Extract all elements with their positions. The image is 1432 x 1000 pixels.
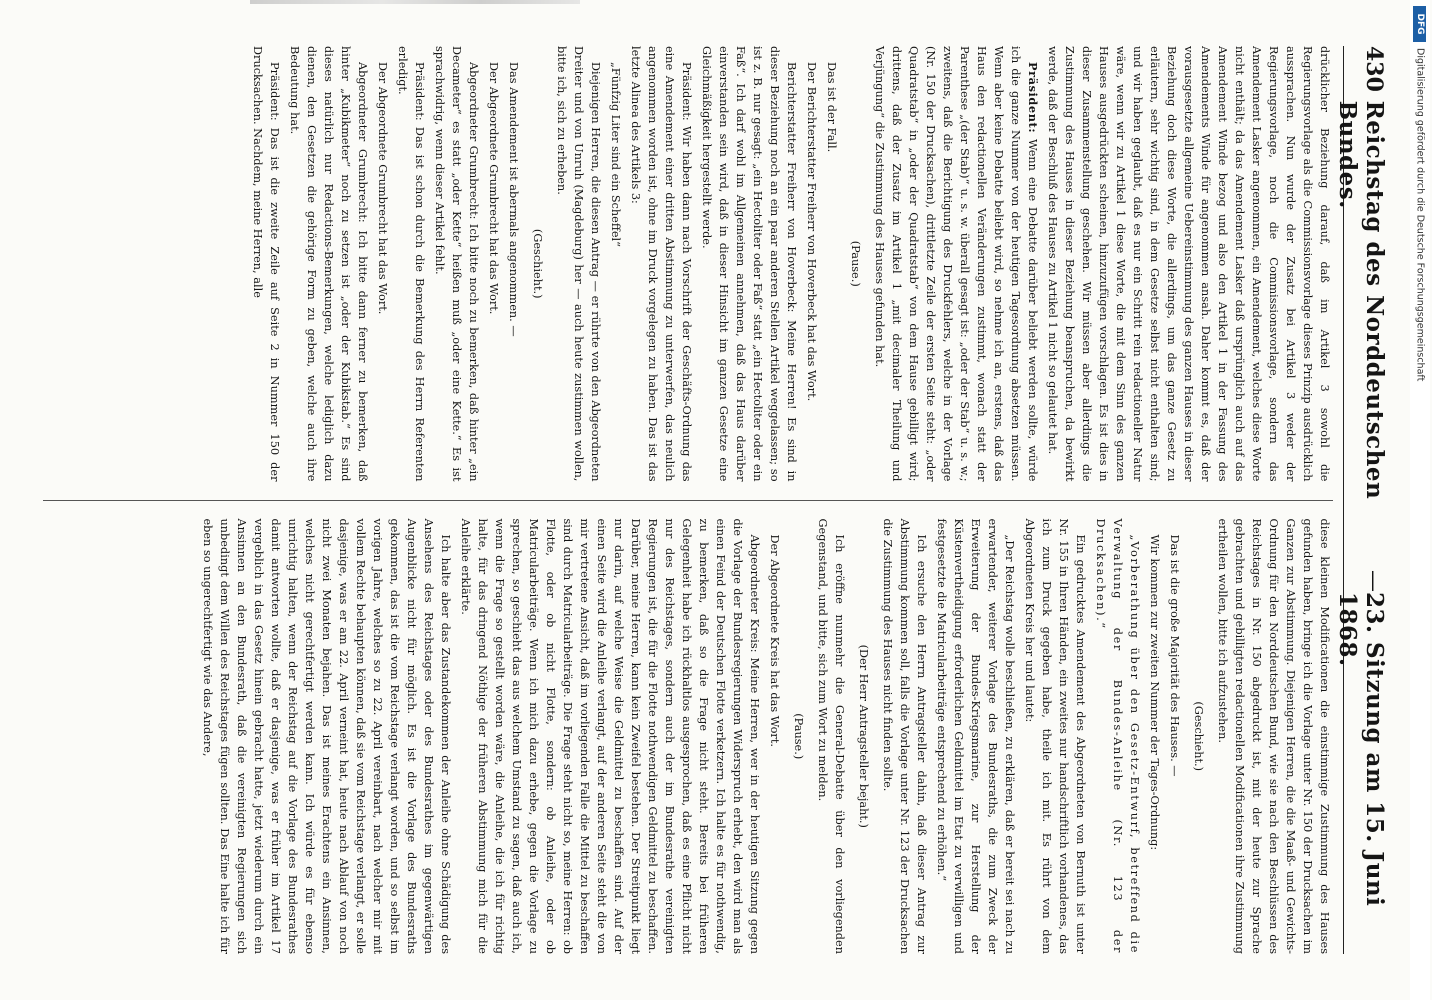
paragraph: Präsident: Das ist schon durch die Bemerkung des Herrn Referenten erledigt. — [396, 46, 426, 482]
stage-direction: (Pause.) — [849, 240, 862, 287]
funding-credit-text: Digitalisierung gefördert durch die Deutsche Forschungsgemeinschaft — [1414, 48, 1425, 382]
speaker-label: Präsident: — [1026, 62, 1040, 134]
rotated-document-page — [30, 26, 1402, 974]
paragraph: Ich eröffne nunmehr die General-Debatte über den vorliegenden Gegenstand, und bitte, sich zum Wort zu melden. — [816, 518, 846, 954]
paragraph: Abgeordneter Grumbrecht: Ich bitte noch zu bemerken, daß hinter „ein Decameter“ es statt „oder Kette“ heißen muß „oder eine Kette.“ Es ist sprachwidrig, wenn dieser Artikel fehlt. — [433, 46, 480, 482]
paragraph — [871, 46, 1041, 482]
stage-direction: (Geschieht.) — [531, 228, 544, 299]
paragraph: Berichterstatter Freiherr von Hoverbeck: Meine Herren! Es sind in dieser Beziehung noch an ein paar anderen Stellen Artikel weggelassen; so ist z. B. nur gesagt: „ein Hectoliter oder Faß“ statt „ein Hectoliter oder ein Faß“. Ich darf wohl im Allgemeinen annehmen, daß das Haus darüber einverstanden sein wird, daß in dieser Hinsicht im ganzen Gesetze eine Gleichmäßigkeit hergestellt werde. — [700, 46, 798, 482]
publication-title: Reichstag des Norddeutschen Bundes. — [1334, 100, 1388, 500]
running-header — [1334, 46, 1388, 954]
stage-direction: (Pause.) — [792, 713, 805, 760]
paragraph: Das ist die große Majorität des Hauses. — — [1168, 534, 1181, 777]
paragraph: Präsident: Das ist die zweite Zeile auf Seite 2 in Nummer 150 der Drucksachen. Nachdem, meine Herren, alle — [251, 46, 281, 482]
paragraph: Der Abgeordnete Kreis hat das Wort. — [768, 534, 781, 747]
dfg-logo — [1413, 6, 1426, 42]
column-rule — [43, 500, 1333, 501]
stage-direction: (Der Herr Antragsteller bejaht.) — [857, 644, 870, 828]
left-column — [43, 46, 1333, 482]
agenda-item: „Vorberathung über den Gesetz-Entwurf, betreffend die Verwaltung der Bundes-Anleihe (Nr. 123 der Drucksachen).“ — [1094, 518, 1141, 954]
stage-direction: (Geschieht.) — [1192, 701, 1205, 772]
paragraph: Das ist der Fall. — [825, 62, 838, 153]
quotation: „Der Reichstag wolle beschließen, zu erklären, daß er bereit sei nach zu erwartender, weiterer Vorlage des Bundesraths, die zum Zweck der Erweiterung der Bundes-Kriegsmarine, zur Herstellung der Küstenvertheidigung erforderlichen Geldmittel im Etat zu verwilligen und festgesetzte die Matricularbeiträge entsprechend zu erhöhen.“ — [935, 518, 1016, 954]
paragraph: Präsident: Wir haben dann nach Vorschrift der Geschäfts-Ordnung das eine Amendement einer dritten Abstimmung zu unterwerfen, das neulich angenommen worden ist, ohne im Druck vorgelegen zu haben. Das ist das letzte Alinea des Artikels 3: — [629, 46, 693, 482]
paragraph: Ich halte aber das Zustandekommen der Anleihe ohne Schädigung des Ansehens des Reichstages oder des Bundesrathes im gegenwärtigen Augenblicke nicht für möglich. Es ist die Vorlage des Bundesraths gekommen, das ist die vom Reichstage verlangt worden, und so selbst im vorigen Jahre, welches so zu 22. April vereinbart, nach welcher mir mit vollem Rechte behaupten können, daß sie vom Reichstage verlangt, er solle dasjenige, was er am 22. April verneint hat, heute nach Ablauf von noch nicht zwei Monaten bejahen. Das ist meines Erachtens ein Ansinnen, welches nicht gerechtfertigt werden kann. Ich würde es für ebenso unrichtig halten, wenn der Reichstag auf die Vorlage des Bundesrathes damit antworten wollte, daß er dasjenige, was er früher im Artikel 17 vergeblich in das Gesetz hinein gebracht hatte, jetzt wiederum durch ein Ansinnen an den Bundesrath, daß die vereinigten Regierungen sich unbedingt dem Willen des Reichstages fügen sollten. Das Eine halte ich für eben so ungerechtfertigt wie das Andere, — [201, 518, 452, 954]
right-column — [43, 519, 1333, 955]
funding-credit — [1413, 48, 1426, 608]
page-number: 430 — [1361, 46, 1387, 92]
digitization-sidebar — [1410, 0, 1430, 1000]
paragraph-text: Wenn eine Debatte darüber beliebt werden sollte, würde ich die ganze Nummer von der heutigen Tagesordnung absetzen müssen. Wenn aber keine Debatte beliebt wird, so nehme ich an, erstens, daß das Haus den redactionellen Veränderungen zustimmt, wonach statt der Parenthese „(der Stab)“ u. s. w. überall gesagt ist: „oder der Stab“ u. s. w.; zweitens, daß die Berichtigung des Druckfehlers, welche in der Vorlage (Nr. 150 der Drucksachen), drittletzte Zeile der ersten Seite steht: „oder Quadratstab“ in „oder der Quadratstab“ von dem Hause gebilligt wird; drittens, daß der Zusatz im Artikel 1 „mit decimaler Theilung und Verjüngung“ die Zustimmung des Hauses gefunden hat. — [873, 46, 1039, 482]
paragraph: Abgeordneter Grumbrecht: Ich bitte dann ferner zu bemerken, daß hinter „Kubikmeter“ noch zu setzen ist „oder der Kubikstab.“ Es sind dieses natürlich nur Redactions-Bemerkungen, welche lediglich dazu dienen, den Gesetzen die gehörige Form zu geben, welche auch ihre Bedeutung hat. — [288, 46, 369, 482]
paragraph: Der Abgeordnete Grumbrecht hat das Wort. — [376, 62, 389, 315]
text-columns — [43, 46, 1333, 954]
scan-edge-artifact — [250, 0, 580, 4]
paragraph: Diejenigen Herren, die diesen Antrag — er rührte von den Abgeordneten Dreiter und von Unruh (Magdeburg) her — auch heute zustimmen wollen, bitte ich, sich zu erheben. — [555, 46, 602, 482]
paragraph: Ich ersuche den Herrn Antragsteller dahin, daß dieser Antrag zur Abstimmung kommen soll, falls die Vorlage unter Nr. 123 der Drucksachen die Zustimmung des Hauses nicht finden sollte. — [881, 518, 928, 954]
paragraph: Der Berichterstatter Freiherr von Hoverbeck hat das Wort. — [805, 62, 818, 402]
quotation: „Fünfzig Liter sind ein Scheffel“ — [609, 62, 622, 247]
paragraph: Das Amendement ist abermals angenommen. — — [507, 62, 520, 337]
paragraph: Abgeordneter Kreis: Meine Herren, wer in der heutigen Sitzung gegen die Vorlage der Bundesregierungen Widerspruch erhebt, den wird man als einen Feind der Deutschen Flotte verketzern. Ich halte es für nothwendig, zu bemerken, daß so die Frage nicht steht. Bereits bei früheren Gelegenheit habe ich rückhaltlos ausgesprochen, daß es eine Pflicht nicht nur des Reichstages, sondern auch der im Bundesrathe vereinigten Regierungen ist, die für die Flotte nothwendigen Geldmittel zu beschaffen. Darüber, meine Herren, kann kein Zweifel bestehen. Der Streitpunkt liegt nur darin, auf welche Weise die Geldmittel zu beschaffen sind. Auf der einen Seite wird die Anleihe verlangt, auf der anderen Seite steht die von mir vertretene Ansicht, daß im vorliegenden Falle die Mittel zu beschaffen sind durch Matricularbeiträge. Die Frage steht nicht so, meine Herren: ob Flotte, oder ob nicht Flotte, sondern: ob Anleihe, oder ob Matricularbeiträge. Wenn ich mich dazu erhebe, gegen die Vorlage zu sprechen, so geschieht das aus welchem Umstand zu sagen, daß auch ich, wenn die Frage so gestellt worden wäre, die Anleihe, die ich für richtig halte, für das dringend Nöthige der früheren Abstimmung mich für die Anleihe erklärte. — [459, 518, 761, 954]
paragraph: Der Abgeordnete Grumbrecht hat das Wort. — [487, 62, 500, 315]
paragraph: diese kleinen Modificationen die einstimmige Zustimmung des Hauses gefunden haben, bringe ich die Vorlage unter Nr. 150 der Drucksachen im Ganzen zur Abstimmung. Diejenigen Herren, die die Maaß- und Gewichts-Ordnung für den Norddeutschen Bund, wie sie nach den Beschlüssen des Reichstages in Nr. 150 abgedruckt ist, mit der heute zur Sprache gebrachten und gebilligten redactionellen Modificationen ihre Zustimmung ertheilen wollen, bitte ich aufzustehen. — [1216, 518, 1331, 954]
session-title: 23. Sitzung am 15. Juni 1868. — [1334, 591, 1388, 907]
paragraph: Wir kommen zur zweiten Nummer der Tages-Ordnung: — [1148, 534, 1161, 851]
paragraph: drücklicher Beziehung darauf, daß im Artikel 3 sowohl die Regierungsvorlage als die Commissionsvorlage dieses Prinzip ausdrücklich aussprachen. Nun wurde der Zusatz bei Artikel 3 weder der Regierungsvorlage, noch die Commissionsvorlage, sondern das Amendement Lasker angenommen, ein Amendement, welches diese Worte nicht enthält; da das Amendement Lasker daß ursprünglich auch auf das Amendement Winde bezog und also den Artikel 1 in der Fassung des Amendements Winde für angenommen ansah. Daher kommt es, daß der vorausgesetzte allgemeine Uebereinstimmung des ganzen Hauses in dieser Beziehung doch diese Worte, die allerdings, um das ganze Gesetz zu erläutern, sehr wichtig sind, in dem Gesetze selbst nicht enthalten sind; und wir haben geglaubt, daß es nur ein Schritt rein redactioneller Natur wäre, wenn wir zu Artikel 1 diese Worte, die mit dem Sinn des ganzen Hauses ausgedrückten scheinen, hinzuzufügen vorschlagen. Es ist dies in dieser Zusammenstellung geschehen. Wir müssen aber allerdings die Zustimmung des Hauses in dieser Beziehung beanspruchen, da bewirkt werde, daß der Beschluß des Hauses zu Artikel 1 nicht so gelautet hat. — [1046, 46, 1331, 482]
dfg-logo-text: DFG — [1414, 13, 1425, 35]
header-separator: — — [1361, 569, 1386, 592]
paragraph: Ein gedrucktes Amendement des Abgeordneten von Bernuth ist unter Nr. 155 in Ihren Händen, ein zweites nur handschriftlich vorhandenes, das ich zum Druck gegeben habe, theile ich mit. Es rührt von dem Abgeordneten Kreis her und lautet: — [1023, 518, 1087, 954]
